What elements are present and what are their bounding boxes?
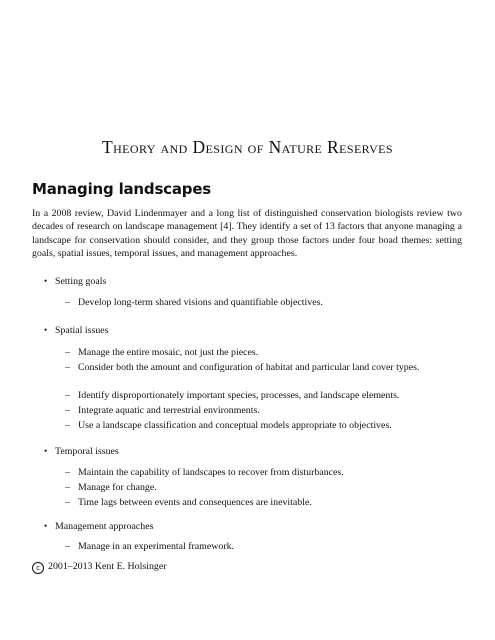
copyright-text: 2001–2013 Kent E. Holsinger	[48, 561, 167, 572]
list-item	[65, 404, 464, 417]
list-item	[65, 481, 464, 494]
dash-icon: –	[65, 541, 70, 552]
theme-label: Management approaches	[55, 521, 154, 532]
dash-icon: –	[65, 467, 70, 478]
list-item	[65, 296, 464, 309]
list-item-text: Maintain the capability of landscapes to recover from disturbances.	[78, 467, 344, 478]
list-item	[65, 466, 464, 479]
list-item-text: Time lags between events and consequences are inevitable.	[78, 497, 312, 508]
dash-icon: –	[65, 347, 70, 358]
dash-icon: –	[65, 297, 70, 308]
bullet-icon: •	[44, 446, 48, 456]
list-item	[65, 419, 464, 432]
list-item	[65, 540, 464, 553]
bullet-icon: •	[44, 325, 48, 335]
theme-label: Spatial issues	[55, 325, 109, 336]
bullet-icon: •	[44, 521, 48, 531]
bullet-icon: •	[44, 276, 48, 286]
theme-spatial-issues	[44, 324, 109, 337]
list-item-text: Manage the entire mosaic, not just the pieces.	[78, 347, 259, 358]
list-item	[65, 346, 464, 359]
section-heading: Managing landscapes	[32, 180, 212, 198]
list-item-text: Use a landscape classification and conceptual models appropriate to objectives.	[78, 420, 392, 431]
list-item-text: Develop long-term shared visions and quantifiable objectives.	[78, 297, 323, 308]
theme-label: Setting goals	[55, 276, 107, 287]
copyright-icon: c	[32, 562, 44, 574]
intro-paragraph: In a 2008 review, David Lindenmayer and a long list of distinguished conservation biologists review two decades of research on landscape management [4]. They identify a set of 13 factors that anyone managing a landscape for conservation should consider, and they group those factors under four boad themes: setting goals, spatial issues, temporal issues, and management approaches.	[32, 208, 462, 260]
dash-icon: –	[65, 390, 70, 401]
theme-temporal-issues	[44, 445, 119, 458]
theme-management-approaches	[44, 520, 154, 533]
list-item-text: Manage in an experimental framework.	[78, 541, 235, 552]
dash-icon: –	[65, 405, 70, 416]
list-item-text: Manage for change.	[78, 482, 157, 493]
dash-icon: –	[65, 482, 70, 493]
page-title: Theory and Design of Nature Reserves	[102, 137, 393, 157]
dash-icon: –	[65, 362, 70, 373]
theme-setting-goals	[44, 275, 107, 288]
copyright-footer	[32, 561, 167, 574]
dash-icon: –	[65, 420, 70, 431]
theme-label: Temporal issues	[55, 446, 119, 457]
list-item-text: Consider both the amount and configuration of habitat and particular land cover types.	[78, 362, 420, 373]
list-item-text: Identify disproportionately important species, processes, and landscape elements.	[78, 390, 400, 401]
list-item	[65, 496, 464, 509]
dash-icon: –	[65, 497, 70, 508]
list-item	[65, 361, 464, 374]
list-item	[65, 389, 464, 402]
list-item-text: Integrate aquatic and terrestrial environments.	[78, 405, 260, 416]
